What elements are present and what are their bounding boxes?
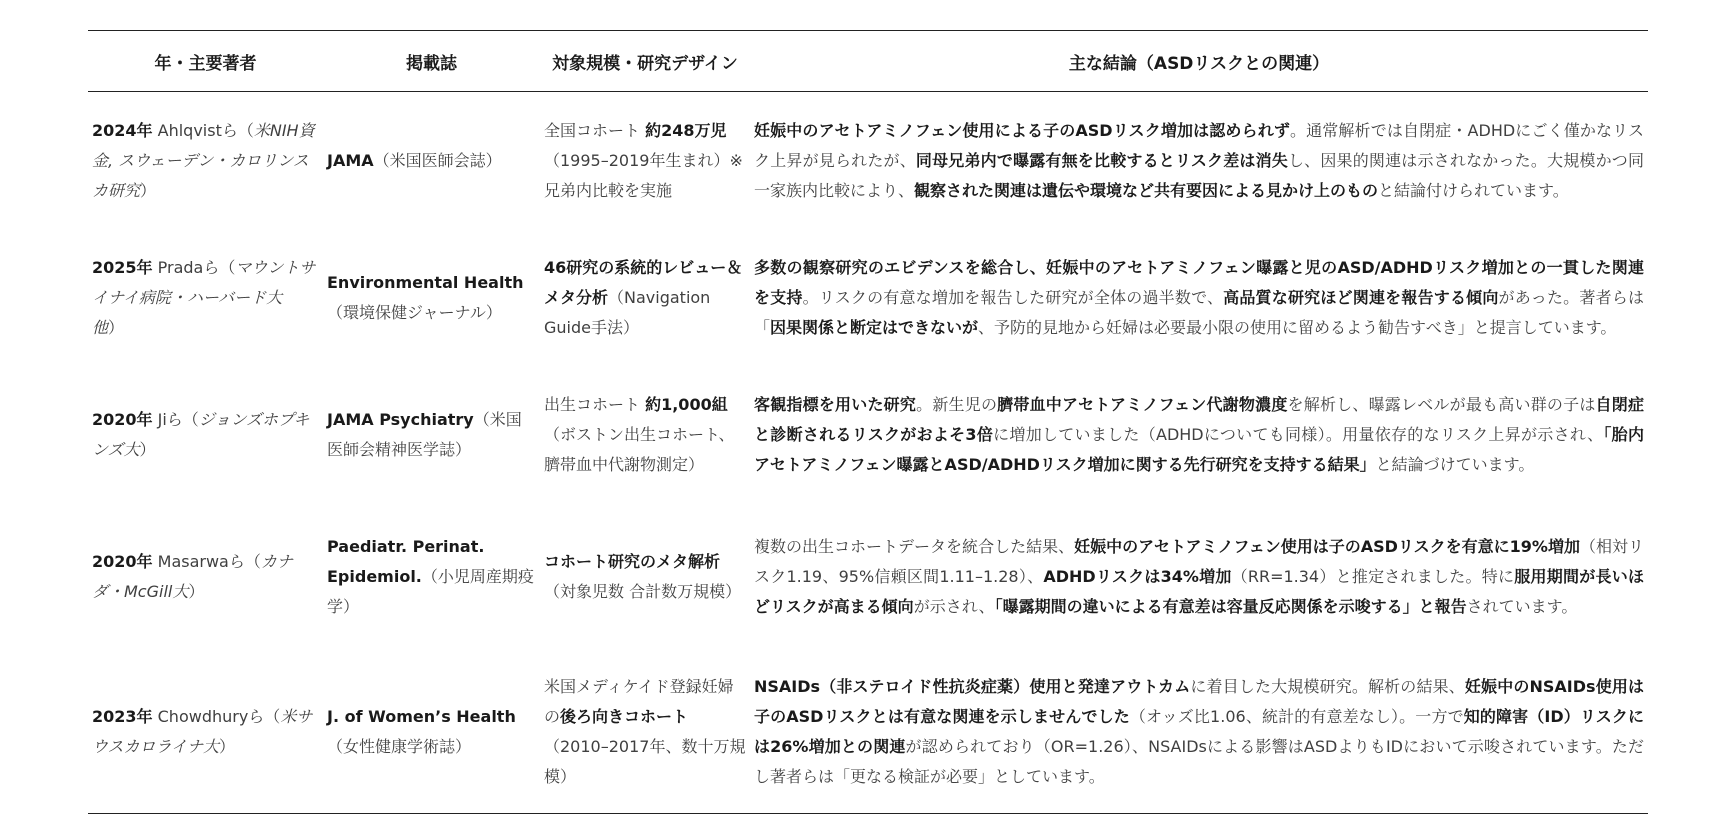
conclusion-text: に増加していました（ADHDについても同様）。用量依存的なリスク上昇が示され、 (993, 424, 1604, 444)
header-journal: 掲載誌 (323, 31, 540, 92)
conclusion-cell (750, 651, 1648, 814)
journal-cell (323, 229, 540, 366)
conclusion-text: 高品質な研究ほど関連を報告する傾向 (1223, 287, 1499, 307)
author-paren: ） (219, 737, 236, 756)
study-year: 2023年 (92, 707, 153, 726)
table-row (88, 503, 1648, 651)
conclusion-text: （相対リスク1.19、95%信頼区間1.11–1.28）、 (754, 537, 1644, 586)
author-name: Ahlqvistら（ (152, 120, 254, 140)
author-cell (88, 366, 323, 503)
journal-cell (323, 503, 540, 651)
author-name: Chowdhuryら（ (152, 707, 281, 726)
table-row (88, 229, 1648, 366)
conclusion-text: 観察された関連は遺伝や環境など共有要因による見かけ上のもの (914, 180, 1379, 200)
design-text: （ボストン出生コホート、臍帯血中代謝物測定） (544, 424, 735, 474)
conclusion-text: に着目した大規模研究。解析の結果、 (1190, 677, 1465, 696)
design-text: 約248万児 (645, 120, 727, 140)
design-text: コホート研究のメタ解析 (544, 552, 721, 571)
conclusion-text: 「曝露期間の違いによる有意差は容量反応関係を示唆する」と報告 (994, 597, 1467, 616)
conclusion-text: 同母兄弟内で曝露有無を比較するとリスク差は消失 (915, 150, 1288, 170)
conclusion-text: 、予防的見地から妊婦は必要最小限の使用に留めるよう勧告すべき」と提言しています。 (978, 317, 1617, 337)
conclusion-cell (750, 229, 1648, 366)
author-paren: ） (140, 180, 157, 200)
journal-cell (323, 366, 540, 503)
design-cell (540, 229, 750, 366)
design-text: 米国メディケイド登録妊婦の (544, 677, 734, 726)
author-affiliation: 米NIH資金, スウェーデン・カロリンスカ研究 (92, 120, 315, 200)
author-affiliation: マウントサイナイ病院・ハーバード大 他 (92, 257, 316, 337)
conclusion-text: が示され、 (913, 597, 995, 616)
conclusion-text: されています。 (1466, 597, 1578, 616)
conclusion-text: 服用期間が長いほどリスクが高まる傾向 (754, 567, 1644, 616)
author-affiliation: カナダ・McGill大 (92, 552, 293, 601)
conclusion-text: 妊娠中のアセトアミノフェン使用は子のASDリスクを有意に19%増加 (1074, 537, 1580, 556)
conclusion-text: 。通常解析では自閉症・ADHDにごく僅かなリスク上昇が見られたが、 (754, 120, 1644, 170)
conclusion-text: 自閉症と診断されるリスクがおよそ3倍 (754, 394, 1644, 444)
conclusion-text: が認められており（OR=1.26）、NSAIDsによる影響はASDよりもIDにおいて示唆されています。ただし著者らは「更なる検証が必要」としています。 (754, 737, 1644, 786)
conclusion-text: があった。著者らは「 (754, 287, 1644, 337)
author-cell (88, 229, 323, 366)
design-text: 出生コホート (544, 394, 646, 414)
header-conclusion: 主な結論（ASDリスクとの関連） (750, 31, 1648, 92)
conclusion-text: 。新生児の (916, 394, 998, 414)
conclusion-text: 知的障害（ID）リスクには26%増加との関連 (754, 707, 1644, 756)
design-text: （対象児数 合計数万規模） (544, 582, 742, 601)
journal-name: JAMA (327, 150, 374, 170)
conclusion-text: 多数の観察研究のエビデンスを総合し、妊娠中のアセトアミノフェン曝露と児のASD/ADHDリスク増加との一貫した関連を支持 (754, 257, 1644, 307)
design-text: （Navigation Guide手法） (544, 287, 711, 337)
design-text: （2010–2017年、数十万規模） (544, 737, 746, 786)
table-row (88, 651, 1648, 814)
conclusion-cell (750, 503, 1648, 651)
conclusion-text: 客観指標を用いた研究 (754, 394, 917, 414)
conclusion-text: し、因果的関連は示されなかった。大規模かつ同一家族内比較により、 (754, 150, 1644, 200)
author-cell (88, 503, 323, 651)
conclusion-text: 「胎内アセトアミノフェン曝露とASD/ADHDリスク増加に関する先行研究を支持する結果」 (754, 424, 1644, 474)
design-cell (540, 366, 750, 503)
author-name: Pradaら（ (152, 257, 236, 277)
journal-cell (323, 651, 540, 814)
study-year: 2025年 (92, 257, 153, 277)
author-paren: ） (139, 439, 156, 459)
table-row (88, 92, 1648, 230)
conclusion-text: （RR=1.34）と推定されました。特に (1231, 567, 1515, 586)
conclusion-text: 妊娠中のNSAIDs使用は子のASDリスクとは有意な関連を示しませんでした (754, 677, 1644, 726)
design-text: （1995–2019年生まれ）※兄弟内比較を実施 (544, 150, 743, 200)
design-cell (540, 651, 750, 814)
conclusion-text: NSAIDs（非ステロイド性抗炎症薬）使用と発達アウトカム (754, 677, 1191, 696)
journal-name: Environmental Health (327, 272, 524, 292)
author-affiliation: ジョンズホプキンズ大 (92, 409, 310, 459)
journal-name: J. of Women’s Health (327, 707, 516, 726)
author-paren: ） (188, 582, 205, 601)
conclusion-text: を解析し、曝露レベルが最も高い群の子は (1287, 394, 1596, 414)
conclusion-text: ADHDリスクは34%増加 (1043, 567, 1232, 586)
journal-note: （小児周産期疫学） (327, 567, 534, 616)
study-year: 2020年 (92, 409, 153, 429)
header-row (88, 31, 1648, 92)
conclusion-text: と結論づけています。 (1375, 454, 1535, 474)
design-text: 後ろ向きコホート (560, 707, 689, 726)
conclusion-text: 。リスクの有意な増加を報告した研究が全体の過半数で、 (802, 287, 1224, 307)
conclusion-text: 妊娠中のアセトアミノフェン使用による子のASDリスク増加は認められず (754, 120, 1290, 140)
journal-note: （米国医師会誌） (373, 150, 502, 170)
design-text: 約1,000組 (645, 394, 728, 414)
study-year: 2024年 (92, 120, 153, 140)
journal-note: （環境保健ジャーナル） (327, 302, 502, 322)
studies-table (88, 30, 1648, 814)
design-cell (540, 92, 750, 230)
table-body (88, 92, 1648, 814)
journal-cell (323, 92, 540, 230)
conclusion-text: （オッズ比1.06、統計的有意差なし）。一方で (1129, 707, 1464, 726)
conclusion-text: と結論付けられています。 (1378, 180, 1569, 200)
conclusion-text: 複数の出生コホートデータを統合した結果、 (754, 537, 1075, 556)
conclusion-cell (750, 366, 1648, 503)
author-name: Masarwaら（ (152, 552, 261, 571)
conclusion-cell (750, 92, 1648, 230)
author-cell (88, 651, 323, 814)
design-text: 全国コホート (544, 120, 646, 140)
design-text: 46研究の系統的レビュー＆メタ分析 (544, 257, 743, 307)
journal-note: （女性健康学術誌） (327, 737, 472, 756)
journal-name: JAMA Psychiatry (327, 409, 474, 429)
author-name: Jiら（ (152, 409, 199, 429)
study-year: 2020年 (92, 552, 153, 571)
design-cell (540, 503, 750, 651)
author-cell (88, 92, 323, 230)
author-affiliation: 米サウスカロライナ大 (92, 707, 313, 756)
header-design: 対象規模・研究デザイン (540, 31, 750, 92)
author-paren: ） (108, 317, 125, 337)
conclusion-text: 臍帯血中アセトアミノフェン代謝物濃度 (997, 394, 1288, 414)
table-row (88, 366, 1648, 503)
journal-name: Paediatr. Perinat. Epidemiol. (327, 537, 485, 586)
header-author: 年・主要著者 (88, 31, 323, 92)
conclusion-text: 因果関係と断定はできないが (770, 317, 979, 337)
journal-note: （米国医師会精神医学誌） (327, 409, 522, 459)
